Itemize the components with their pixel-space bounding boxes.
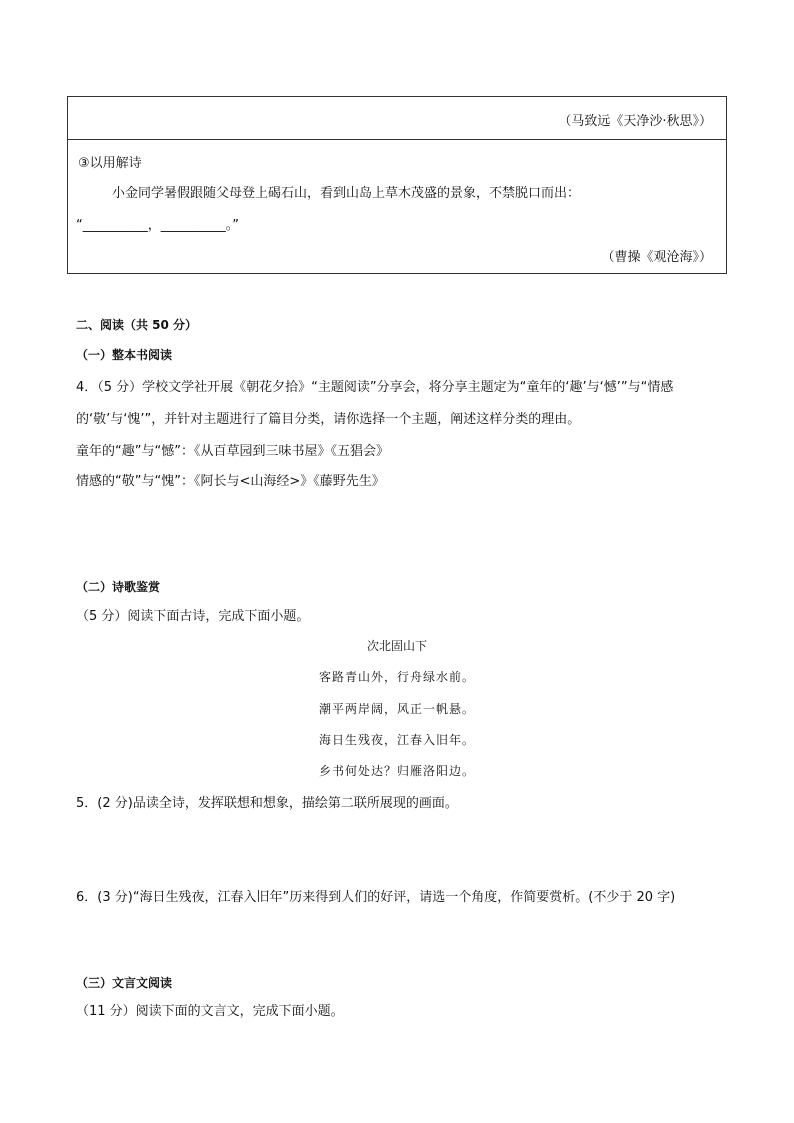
poem-line: 潮平两岸阔，风正一帆悬。 (318, 702, 475, 716)
poetry-fill-box (67, 96, 727, 274)
poem-title: 次北固山下 (366, 639, 427, 653)
section-heading: 二、阅读（共 50 分） (76, 318, 198, 332)
poem-line: 乡书何处达？归雁洛阳边。 (318, 764, 475, 778)
source-citation-2: （曹操《观沧海》） (601, 250, 712, 265)
q3-answer-blanks: “__________，__________。” (76, 218, 239, 233)
poem-line: 海日生残夜，江春入旧年。 (318, 733, 475, 747)
q6: 6．(3 分)“海日生残夜，江春入旧年”历来得到人们的好评，请选一个角度，作简要赏析。(不少于 20 字) (76, 890, 676, 905)
part3-intro: （11 分）阅读下面的文言文，完成下面小题。 (76, 1004, 344, 1019)
q3-body: 小金同学暑假跟随父母登上碣石山，看到山岛上草木茂盛的景象，不禁脱口而出： (112, 186, 581, 201)
box-top-row (68, 97, 726, 140)
part1-heading: （一）整本书阅读 (76, 348, 173, 362)
q4-category1: 童年的“趣”与“憾”：《从百草园到三味书屋》《五猖会》 (76, 444, 389, 459)
q4-line2: 的‘敬’与‘愧’”，并针对主题进行了篇目分类，请你选择一个主题，阐述这样分类的理由。 (76, 412, 581, 427)
q4-category2: 情感的“敬”与“愧”：《阿长与<山海经>》《藤野先生》 (76, 474, 385, 489)
part2-heading: （二）诗歌鉴赏 (76, 580, 161, 594)
q5: 5．(2 分)品读全诗，发挥联想和想象，描绘第二联所展现的画面。 (76, 796, 458, 811)
poem-line: 客路青山外，行舟绿水前。 (318, 670, 475, 684)
part2-intro: （5 分）阅读下面古诗，完成下面小题。 (76, 609, 310, 624)
q4-line1: 4．（5 分）学校文学社开展《朝花夕拾》“主题阅读”分享会，将分享主题定为“童年的‘趣’与‘憾’”与“情感 (76, 380, 674, 395)
q3-title: ③以用解诗 (78, 156, 142, 171)
part3-heading: （三）文言文阅读 (76, 976, 173, 990)
source-citation-1: （马致远《天净沙·秋思》） (558, 114, 712, 129)
